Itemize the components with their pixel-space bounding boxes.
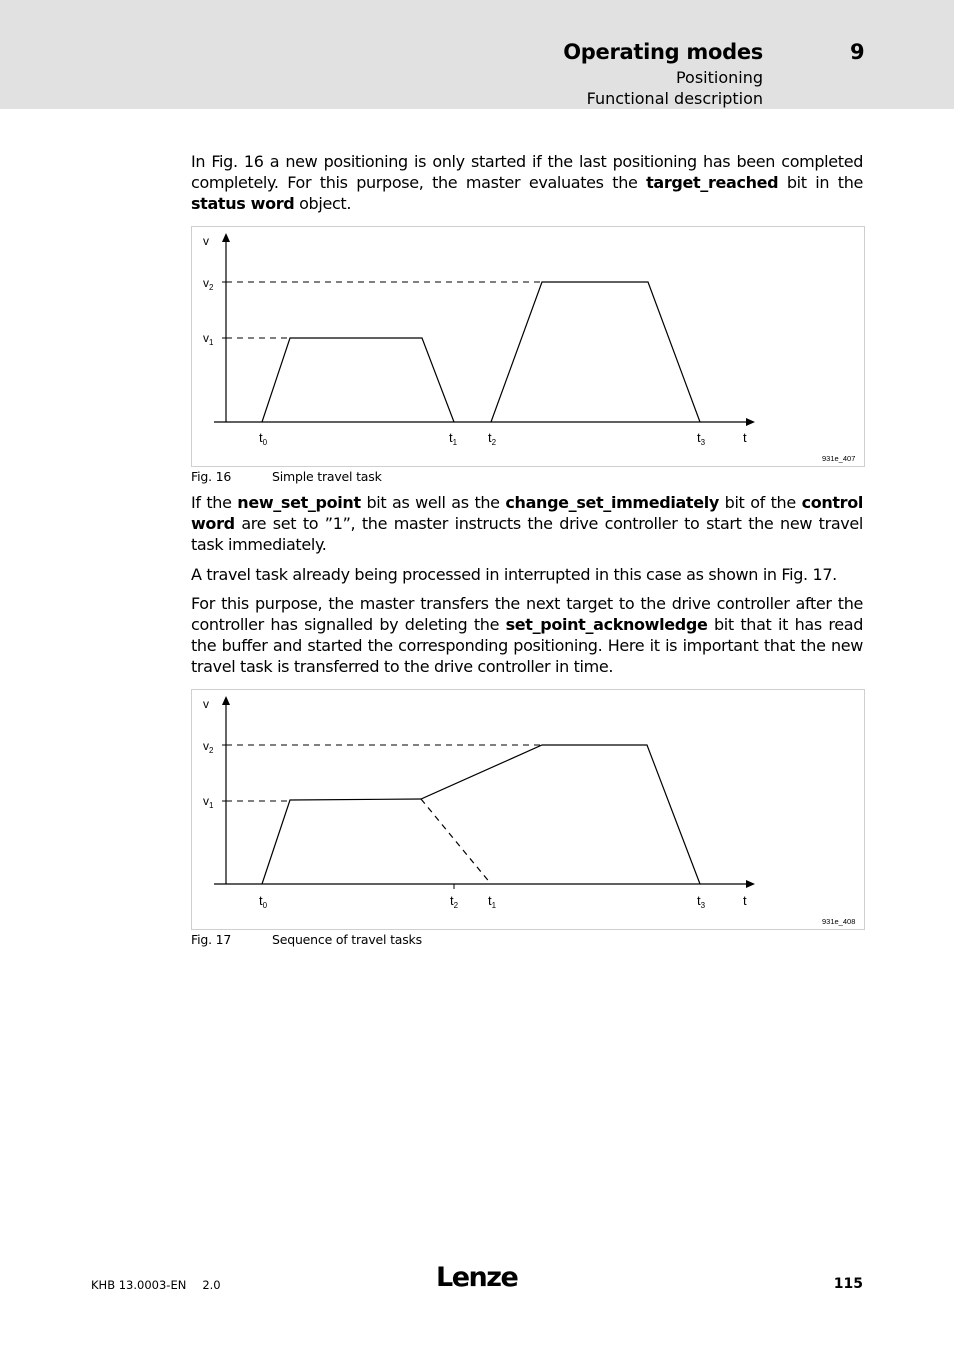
figure-17	[191, 689, 865, 930]
v1-label: $v_1$	[203, 331, 214, 347]
document-id: KHB 13.0003-EN 2.0	[91, 1278, 221, 1292]
figure-16	[191, 226, 865, 467]
paragraph-1: In Fig. 16 a new positioning is only started if the last positioning has been completed completely. For this purpose, the master evaluates the target_reached bit in the status word object.	[191, 152, 863, 213]
page-number: 115	[833, 1276, 863, 1292]
v-label: v	[203, 234, 209, 248]
t2-label: $t_2$	[450, 893, 459, 910]
v-label: v	[203, 697, 209, 711]
t2-label: $t_2$	[488, 430, 497, 447]
paragraph-2: If the new_set_point bit as well as the change_set_immediately bit of the control word are set to ”1”, the master instructs the drive controller to start the new travel task immediately.	[191, 493, 863, 554]
lenze-logo: Lenze	[436, 1262, 518, 1293]
v-axis-arrow	[222, 696, 230, 705]
v2-label: $v_2$	[203, 276, 214, 292]
velocity-diagram-sequence	[192, 690, 864, 929]
t0-label: $t_0$	[259, 430, 268, 447]
paragraph-4: For this purpose, the master transfers the next target to the drive controller after the controller has signalled by deleting the set_point_acknowledge bit that it has read the buffer and started the corresponding positioning. Here it is important that the new travel task is transferred to the drive controller in time.	[191, 594, 863, 676]
t1-label: $t_1$	[449, 430, 458, 447]
figure-code: 931e_408	[822, 917, 856, 926]
v1-label: $v_1$	[203, 794, 214, 810]
subsection-title: Functional description	[586, 89, 763, 108]
t-axis-label: t	[743, 430, 747, 445]
section-title: Positioning	[675, 68, 763, 87]
t-axis-label: t	[743, 893, 747, 908]
figure-17-caption: Fig. 17 Sequence of travel tasks	[191, 932, 422, 947]
interrupted-ramp-line	[421, 799, 491, 884]
travel-profile-2	[491, 282, 700, 422]
header-band	[0, 0, 954, 109]
t0-label: $t_0$	[259, 893, 268, 910]
figure-code: 931e_407	[822, 454, 856, 463]
t-axis-arrow	[746, 418, 755, 426]
velocity-diagram-simple	[192, 227, 864, 466]
chapter-number: 9	[850, 40, 865, 64]
paragraph-3: A travel task already being processed in interrupted in this case as shown in Fig. 17.	[191, 565, 837, 584]
t3-label: $t_3$	[697, 893, 706, 910]
v2-label: $v_2$	[203, 739, 214, 755]
v-axis-arrow	[222, 233, 230, 242]
t-axis-arrow	[746, 880, 755, 888]
figure-16-caption: Fig. 16 Simple travel task	[191, 469, 382, 484]
chapter-title: Operating modes	[563, 40, 763, 64]
travel-profile-1	[262, 338, 454, 422]
travel-profile-combined	[262, 745, 700, 884]
t1-label: $t_1$	[488, 893, 497, 910]
t3-label: $t_3$	[697, 430, 706, 447]
